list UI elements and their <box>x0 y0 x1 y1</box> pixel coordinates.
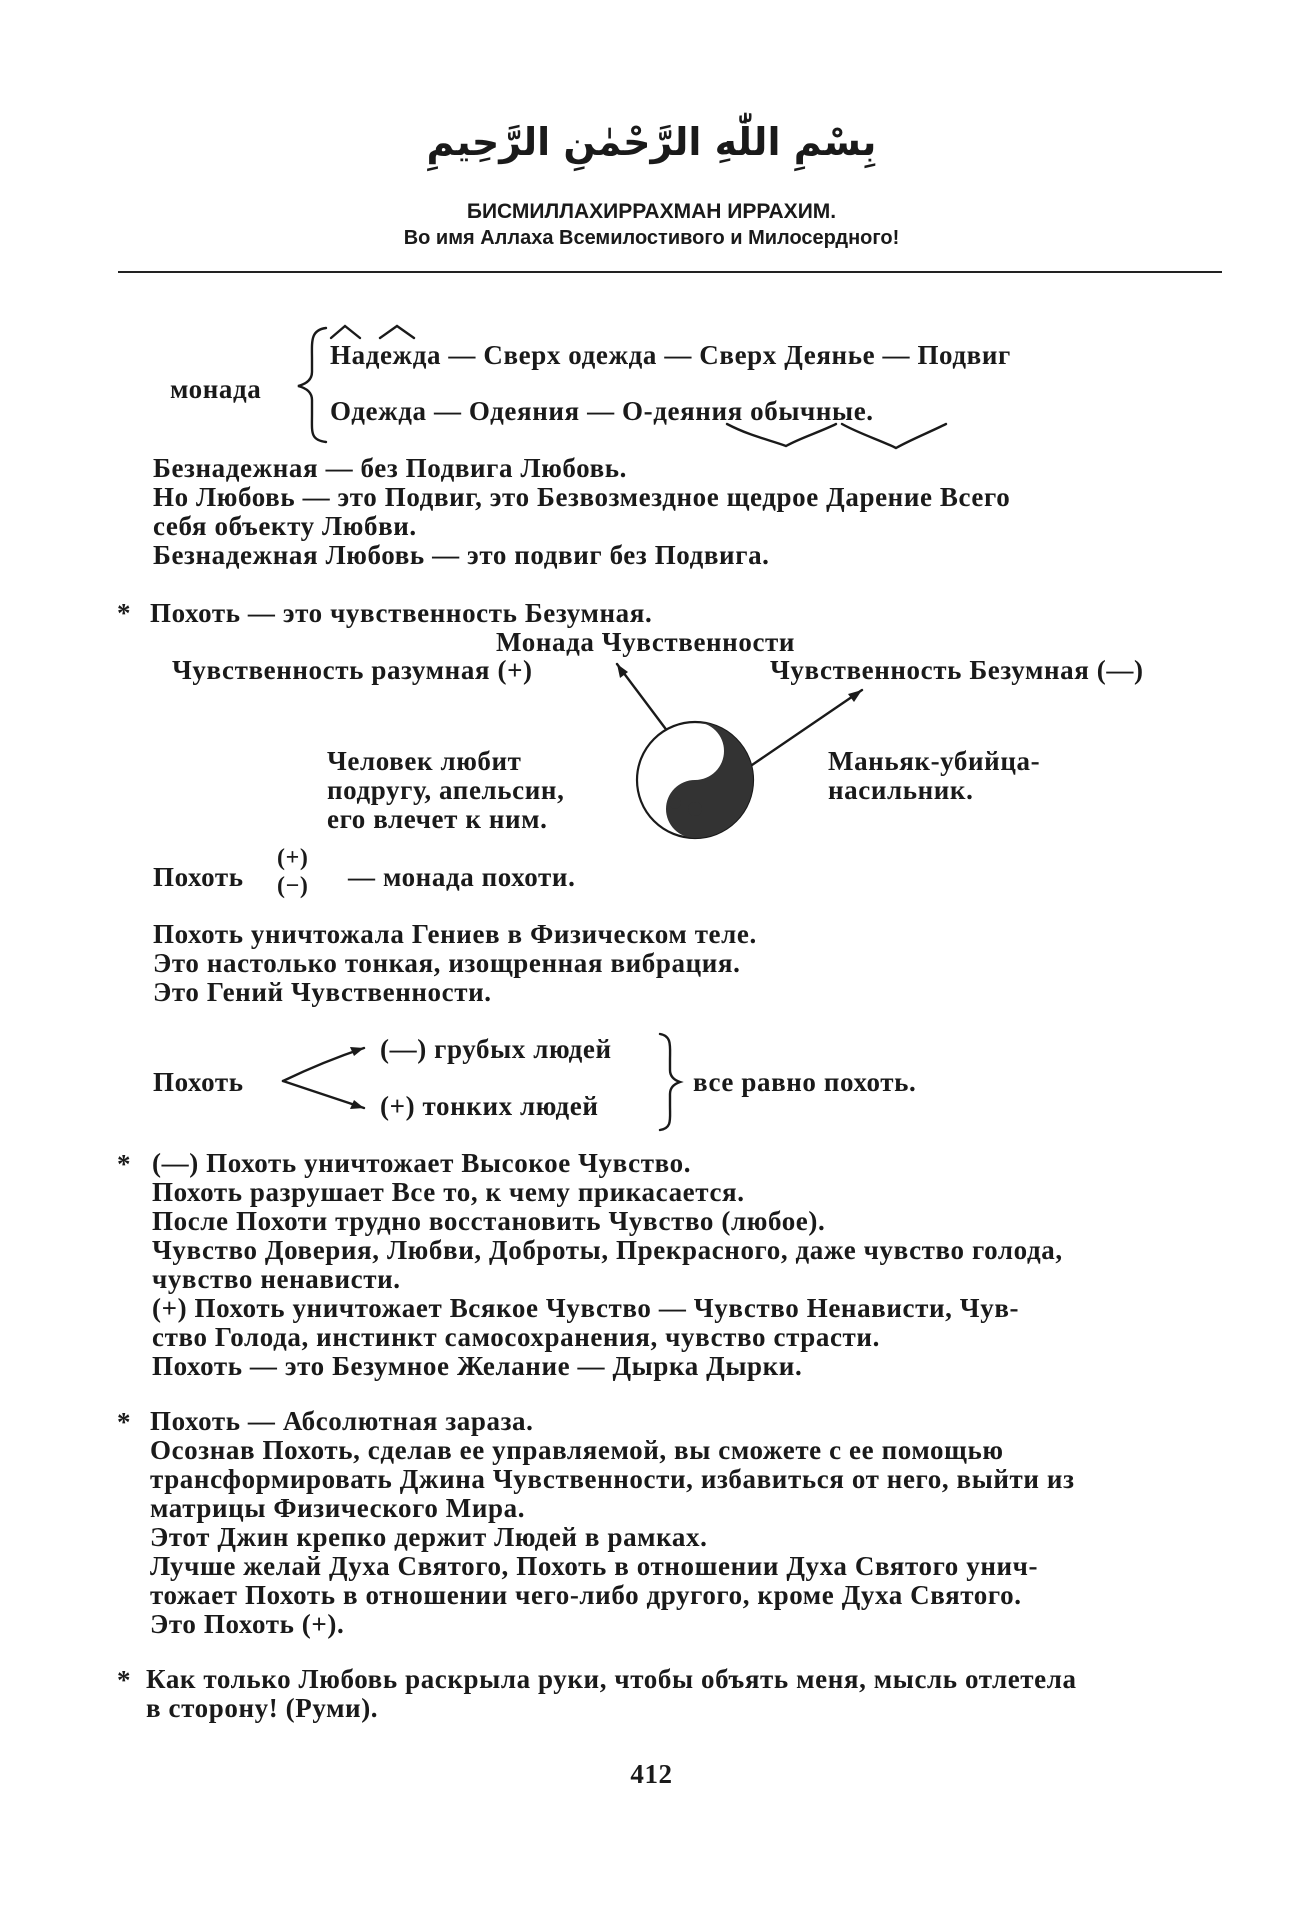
monada-line-1: Надежда — Сверх одежда — Сверх Деянье — Подвиг <box>330 340 1011 370</box>
right-brace <box>660 1034 680 1130</box>
monada-pohoti-minus: (−) <box>277 873 309 899</box>
monada-pohoti-word: Похоть <box>153 862 244 892</box>
text-line: себя объекту Любви. <box>153 511 417 541</box>
monada-pohoti-rest: — монада похоти. <box>348 862 576 892</box>
branch-line-lower <box>283 1081 364 1108</box>
yin-yang-icon <box>637 722 753 838</box>
text-line: подругу, апельсин, <box>327 775 565 805</box>
text-line: Осознав Похоть, сделав ее управляемой, вы сможете с ее помощью <box>150 1435 1004 1465</box>
text-line: ство Голода, инстинкт самосохранения, чувство страсти. <box>152 1322 880 1352</box>
text-line: его влечет к ним. <box>327 804 548 834</box>
hat-mark <box>331 326 360 338</box>
text-line: После Похоти трудно восстановить Чувство (любое). <box>152 1206 826 1236</box>
text-line: Как только Любовь раскрыла руки, чтобы объять меня, мысль отлетела <box>146 1664 1077 1694</box>
swoosh-mark <box>842 424 946 448</box>
arrowhead-upper-icon <box>350 1047 364 1056</box>
text-line: насильник. <box>828 775 974 805</box>
arabic-calligraphy: بِسْمِ اللّٰهِ الرَّحْمٰنِ الرَّحِيمِ <box>426 120 877 164</box>
diagram-left-label: Чувственность разумная (+) <box>172 655 533 685</box>
bullet-mark: * <box>117 1407 132 1437</box>
text-line: тожает Похоть в отношении чего-либо другого, кроме Духа Святого. <box>150 1580 1022 1610</box>
diagram-right-label: Чувственность Безумная (—) <box>770 655 1144 685</box>
bullet-mark: * <box>117 598 132 628</box>
bullet-mark: * <box>117 1665 132 1695</box>
arrowhead-lower-icon <box>350 1100 364 1109</box>
monada-pohoti-plus: (+) <box>277 845 309 871</box>
text-line: трансформировать Джина Чувственности, избавиться от него, выйти из <box>150 1464 1075 1494</box>
arrowhead-right-icon <box>848 690 862 702</box>
text-line: Похоть разрушает Все то, к чему прикасается. <box>152 1177 745 1207</box>
text-line: матрицы Физического Мира. <box>150 1493 526 1523</box>
branch-lower: (+) тонких людей <box>380 1091 599 1121</box>
swoosh-mark <box>727 424 836 446</box>
branch-word: Похоть <box>153 1067 244 1097</box>
branch-result: все равно похоть. <box>693 1067 917 1097</box>
bullet-mark: * <box>117 1149 132 1179</box>
text-line: чувство ненависти. <box>152 1264 401 1294</box>
monada-line-2: Одежда — Одеяния — О-деяния обычные. <box>330 396 874 426</box>
text-line: Похоть — это Безумное Желание — Дырка Дырки. <box>152 1351 803 1381</box>
lust-definition: Похоть — это чувственность Безумная. <box>150 598 653 628</box>
text-line: Это Гений Чувственности. <box>153 977 492 1007</box>
text-line: Этот Джин крепко держит Людей в рамках. <box>150 1522 708 1552</box>
page-number: 412 <box>630 1759 673 1789</box>
text-line: Безнадежная — без Подвига Любовь. <box>153 453 628 483</box>
text-line: Человек любит <box>327 746 522 776</box>
hat-mark <box>380 326 414 338</box>
text-line: (+) Похоть уничтожает Всякое Чувство — Чувство Ненависти, Чув- <box>152 1293 1020 1323</box>
text-line: Это Похоть (+). <box>150 1609 345 1639</box>
text-line: Маньяк-убийца- <box>828 746 1041 776</box>
left-brace <box>298 328 326 442</box>
text-line: Безнадежная Любовь — это подвиг без Подвига. <box>153 540 770 570</box>
arrow-right <box>752 690 862 765</box>
header-title: БИСМИЛЛАХИРРАХМАН ИРРАХИМ. <box>466 200 837 223</box>
branch-line-upper <box>283 1048 364 1081</box>
text-line: Но Любовь — это Подвиг, это Безвозмездное щедрое Дарение Всего <box>153 482 1011 512</box>
header-subtitle: Во имя Аллаха Всемилостивого и Милосердного! <box>403 227 900 249</box>
text-line: в сторону! (Руми). <box>146 1693 379 1723</box>
text-line: Похоть — Абсолютная зараза. <box>150 1406 534 1436</box>
text-line: Похоть уничтожала Гениев в Физическом теле. <box>153 919 757 949</box>
text-line: (—) Похоть уничтожает Высокое Чувство. <box>152 1148 692 1178</box>
diagram-center-label: Монада Чувственности <box>496 627 796 657</box>
text-line: Это настолько тонкая, изощренная вибрация. <box>153 948 741 978</box>
monada-label: монада <box>170 374 262 404</box>
text-line: Лучше желай Духа Святого, Похоть в отношении Духа Святого унич- <box>150 1551 1039 1581</box>
text-line: Чувство Доверия, Любви, Доброты, Прекрасного, даже чувство голода, <box>152 1235 1063 1265</box>
branch-upper: (—) грубых людей <box>380 1034 612 1064</box>
